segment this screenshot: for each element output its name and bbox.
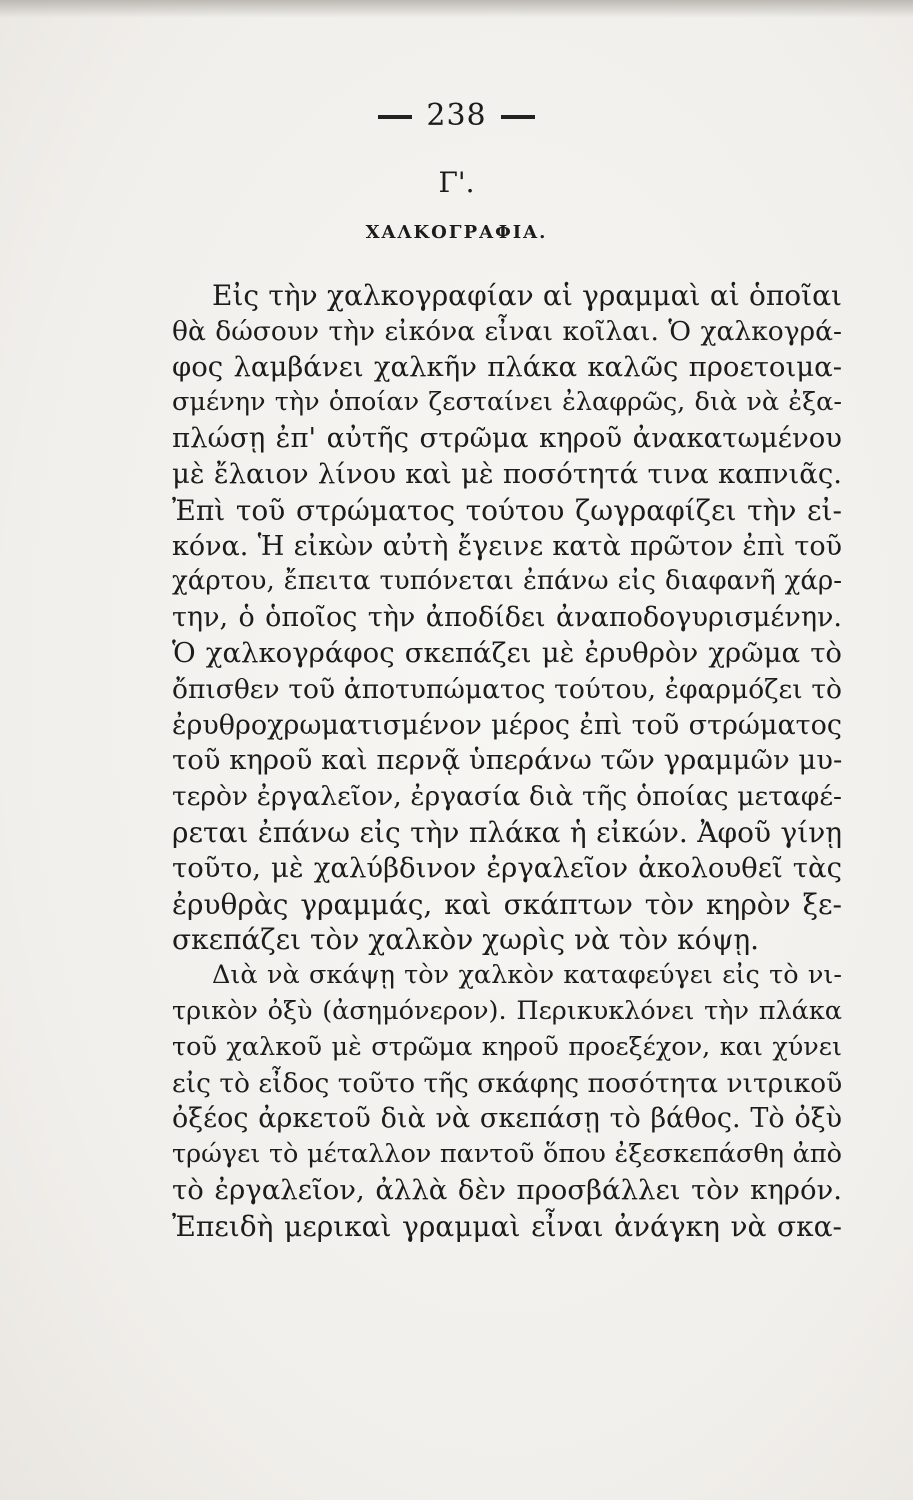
text-line: πλώσῃ ἐπ' αὐτῆς στρῶμα κηροῦ ἀνακατωμένου [172,422,842,455]
text-line: ὄπισθεν τοῦ ἀποτυπώματος τούτου, ἐφαρμόζει τὸ [172,673,842,705]
text-line: κόνα. Ἡ εἰκὼν αὐτὴ ἔγεινε κατὰ πρῶτον ἐπὶ τοῦ [172,530,842,562]
page-header [0,98,913,133]
text-line: χάρτου, ἔπειτα τυπόνεται ἐπάνω εἰς διαφανῆ χάρ- [172,566,842,597]
text-line: Ἐπὶ τοῦ στρώματος τούτου ζωγραφίζει τὴν εἰ- [172,493,842,527]
text-line: Ἐπειδὴ μερικαὶ γραμμαὶ εἶναι ἀνάγκη νὰ σκα- [172,1209,842,1243]
text-line: τοῦτο, μὲ χαλύβδινον ἐργαλεῖον ἀκολουθεῖ τὰς [172,851,842,884]
text-line: τρικὸν ὀξὺ (ἀσημόνερον). Περικυκλόνει τὴν πλάκα [172,995,842,1026]
text-line: τερὸν ἐργαλεῖον, ἐργασία διὰ τῆς ὁποίας μεταφέ- [172,781,842,813]
text-line: ἐρυθροχρωματισμένον μέρος ἐπὶ τοῦ στρώματος [172,709,842,741]
text-line: τοῦ κηροῦ καὶ περνᾷ ὑπεράνω τῶν γραμμῶν μυ- [172,744,843,777]
text-line: φος λαμβάνει χαλκῆν πλάκα καλῶς προετοιμα- [172,350,842,383]
section-title: ΧΑΛΚΟΓΡΑΦΙΑ. [365,222,548,243]
text-line: τὸ ἐργαλεῖον, ἀλλὰ δὲν προσβάλλει τὸν κηρόν. [172,1173,842,1206]
text-line: μὲ ἔλαιον λίνου καὶ μὲ ποσότητά τινα καπνιᾶς. [172,457,842,490]
text-line: Ὁ χαλκογράφος σκεπάζει μὲ ἐρυθρὸν χρῶμα τὸ [172,636,842,669]
text-line: Εἰς τὴν χαλκογραφίαν αἱ γραμμαὶ αἱ ὁποῖαι [212,279,842,312]
section-letter: Γ'. [438,166,475,199]
header-dash-left [378,115,412,119]
text-line: Διὰ νὰ σκάψῃ τὸν χαλκὸν καταφεύγει εἰς τὸ νι- [212,960,842,991]
header-dash-right [501,115,535,119]
text-line: σκεπάζει τὸν χαλκὸν χωρὶς νὰ τὸν κόψῃ. [172,923,760,957]
text-line: την, ὁ ὁποῖος τὴν ἀποδίδει ἀναποδογυρισμένην. [172,602,842,634]
text-line: εἰς τὸ εἶδος τοῦτο τῆς σκάφης ποσότητα νιτρικοῦ [172,1067,843,1099]
text-line: τρώγει τὸ μέταλλον παντοῦ ὅπου ἐξεσκεπάσθη ἀπὸ [172,1139,842,1170]
text-line: σμένην τὴν ὁποίαν ζεσταίνει ἐλαφρῶς, διὰ νὰ ἐξα- [172,387,842,418]
text-line: ἐρυθρὰς γραμμάς, καὶ σκάπτων τὸν κηρὸν ξε- [172,887,842,921]
body-text [172,278,842,1245]
text-line: τοῦ χαλκοῦ μὲ στρῶμα κηροῦ προεξέχον, και χύνει [172,1031,842,1062]
text-line: θὰ δώσουν τὴν εἰκόνα εἶναι κοῖλαι. Ὁ χαλκογρά- [172,315,842,347]
text-line: ρεται ἐπάνω εἰς τὴν πλάκα ἡ εἰκών. Ἀφοῦ γίνῃ [172,815,842,849]
text-line: ὀξέος ἀρκετοῦ διὰ νὰ σκεπάσῃ τὸ βάθος. Τὸ ὀξὺ [172,1103,842,1135]
page-number: 238 [426,98,487,133]
scan-edge-shadow [0,0,913,18]
